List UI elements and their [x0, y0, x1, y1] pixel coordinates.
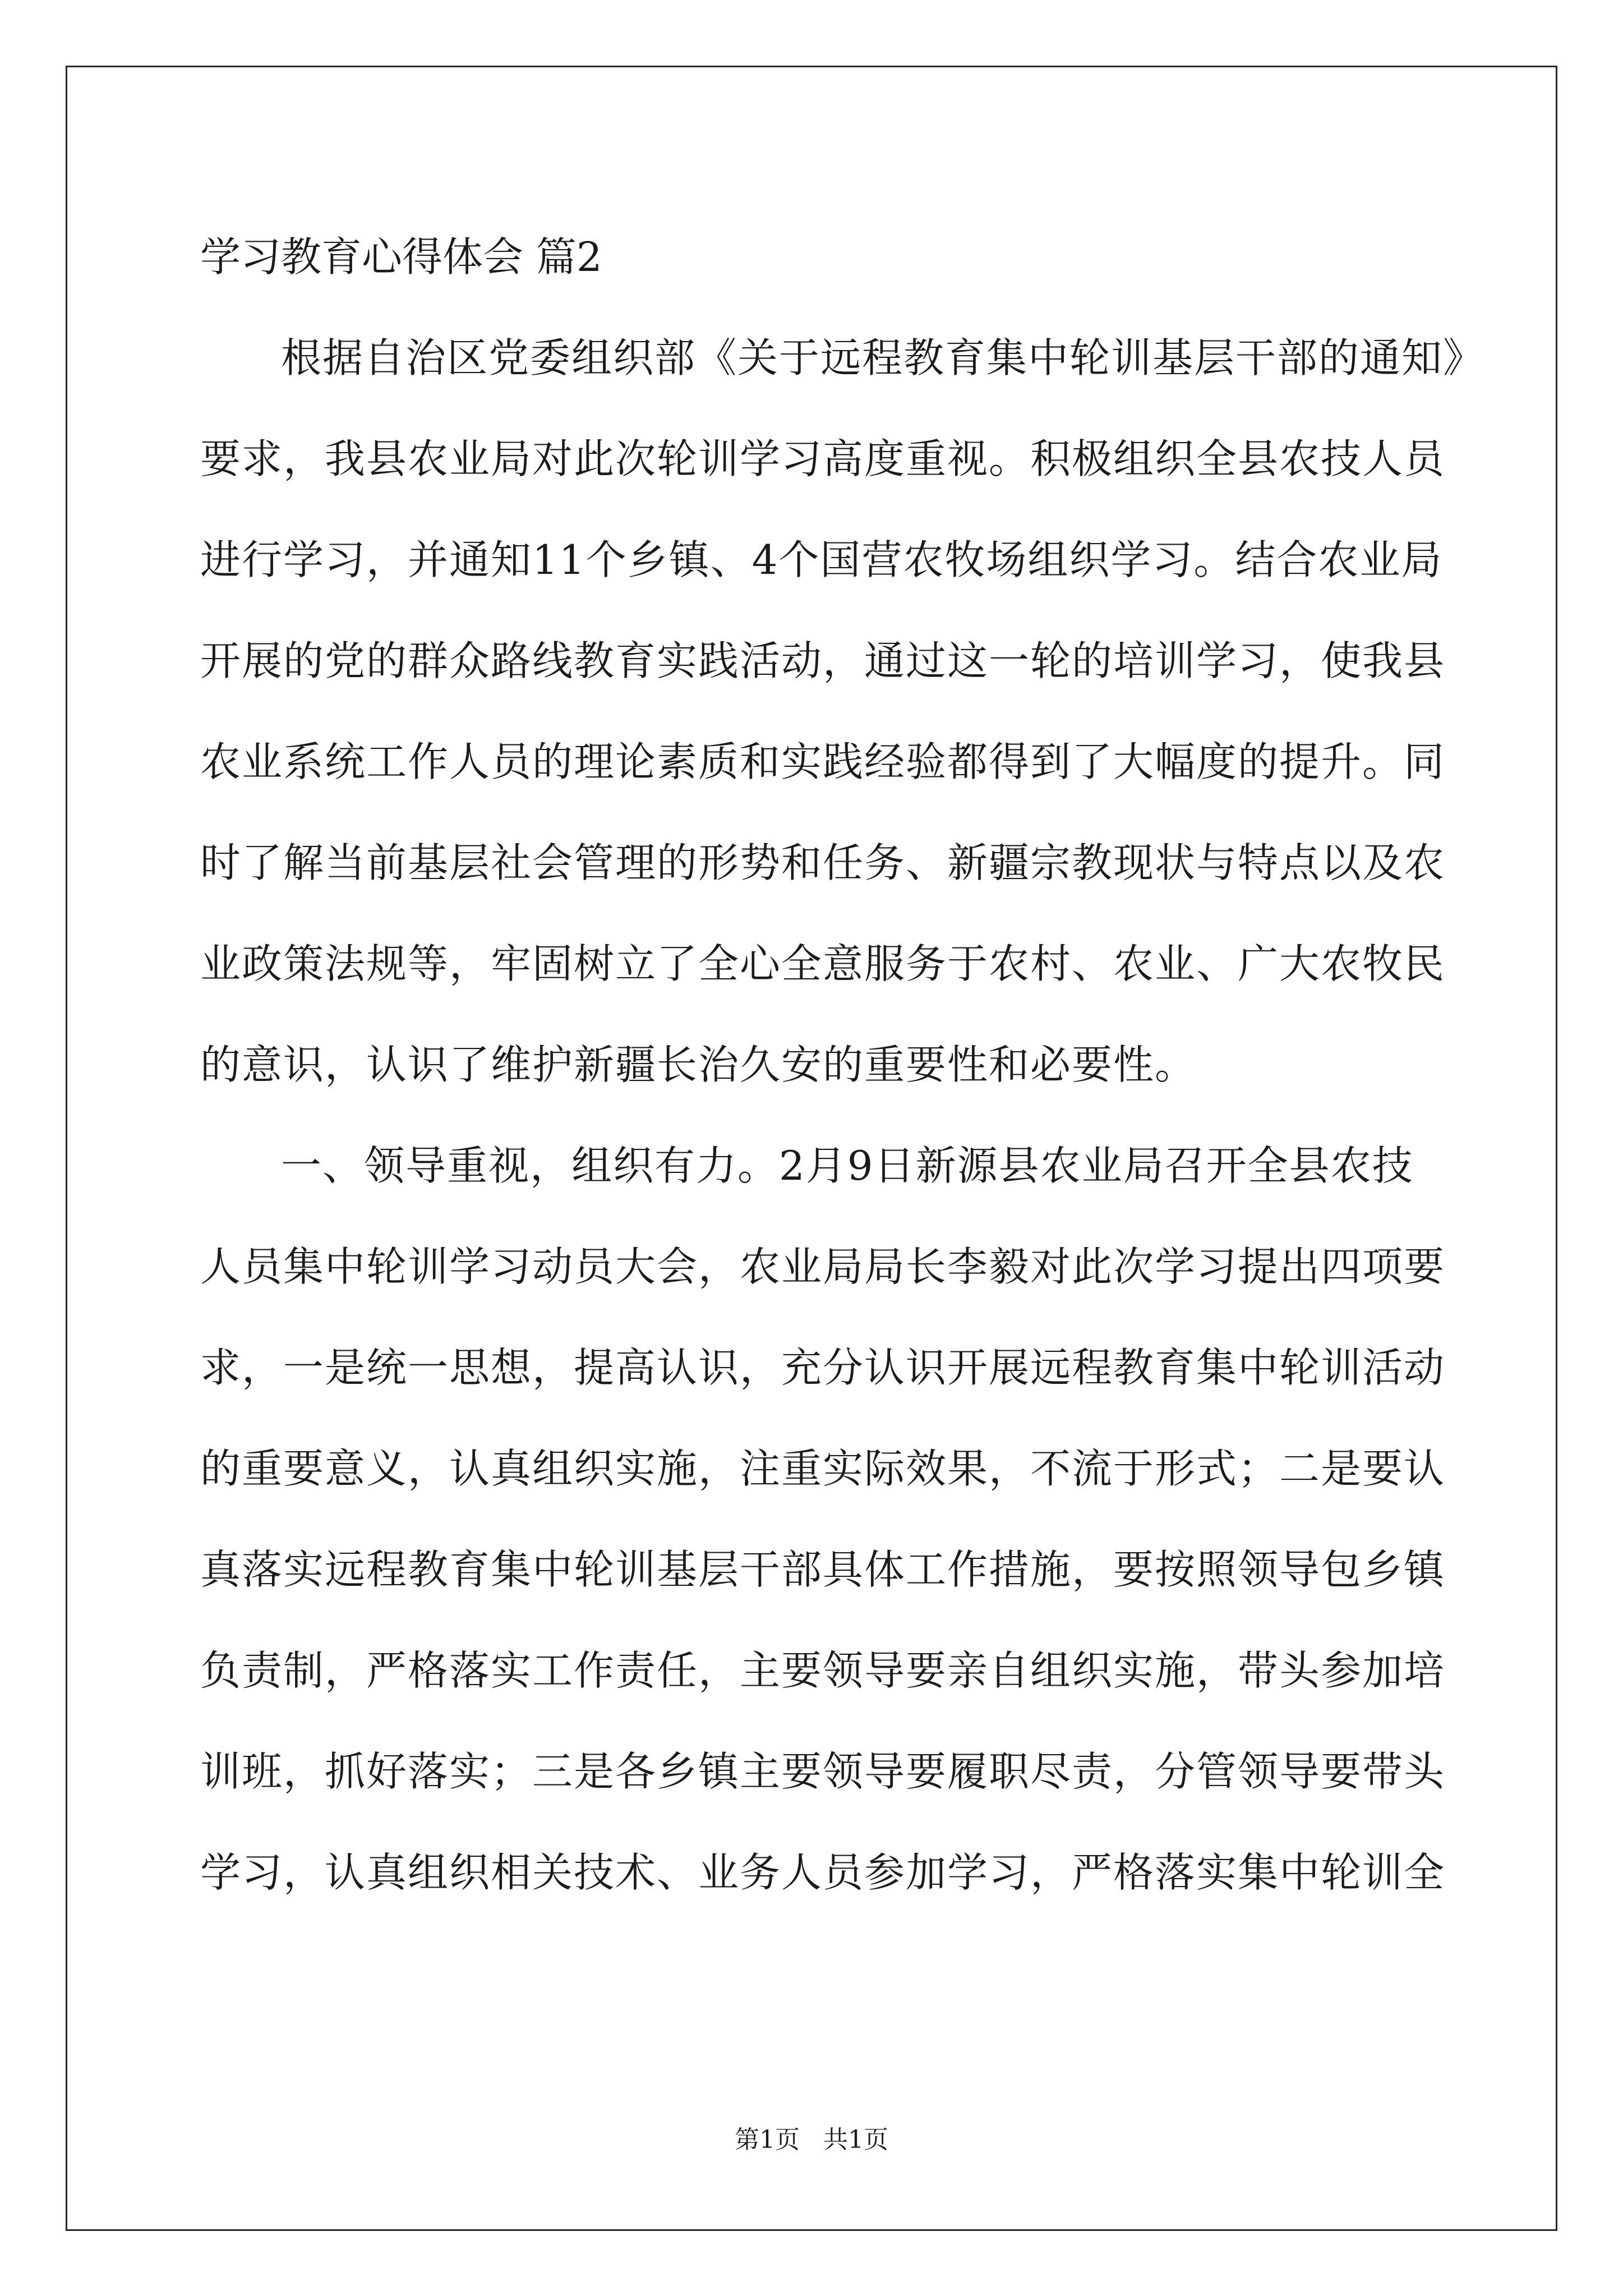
- document-body: [200, 206, 1485, 1923]
- page-number-total: 共1页: [823, 2125, 888, 2154]
- text-line: 业政策法规等，牢固树立了全心全意服务于农村、农业、广大农牧民: [200, 940, 1446, 987]
- text-line: 一、领导重视，组织有力。2月9日新源县农业局召开全县农技: [281, 1142, 1414, 1189]
- document-title: 学习教育心得体会 篇2: [200, 233, 602, 280]
- text-line: 训班，抓好落实；三是各乡镇主要领导要履职尽责，分管领导要带头: [200, 1748, 1446, 1795]
- text-line: 求，一是统一思想，提高认识，充分认识开展远程教育集中轮训活动: [200, 1344, 1446, 1391]
- page-footer: [0, 2123, 1623, 2157]
- text-line: 农业系统工作人员的理论素质和实践经验都得到了大幅度的提升。同: [200, 738, 1446, 785]
- text-line: 开展的党的群众路线教育实践活动，通过这一轮的培训学习，使我县: [200, 637, 1446, 684]
- text-line: 根据自治区党委组织部《关于远程教育集中轮训基层干部的通知》: [281, 334, 1485, 381]
- paragraph-1: [200, 307, 1485, 1115]
- text-line: 学习，认真组织相关技术、业务人员参加学习，严格落实集中轮训全: [200, 1849, 1446, 1896]
- text-line: 的重要意义，认真组织实施，注重实际效果，不流于形式；二是要认: [200, 1445, 1446, 1492]
- text-line: 人员集中轮训学习动员大会，农业局局长李毅对此次学习提出四项要: [200, 1243, 1446, 1290]
- text-line: 时了解当前基层社会管理的形势和任务、新疆宗教现状与特点以及农: [200, 839, 1446, 886]
- text-line: 负责制，严格落实工作责任，主要领导要亲自组织实施，带头参加培: [200, 1647, 1446, 1694]
- text-line: 的意识，认识了维护新疆长治久安的重要性和必要性。: [200, 1041, 1197, 1088]
- text-line: 进行学习，并通知11个乡镇、4个国营农牧场组织学习。结合农业局: [200, 536, 1443, 583]
- text-line: 真落实远程教育集中轮训基层干部具体工作措施，要按照领导包乡镇: [200, 1546, 1446, 1593]
- page-number-current: 第1页: [735, 2125, 800, 2154]
- paragraph-2: [200, 1115, 1446, 1923]
- text-line: 要求，我县农业局对此次轮训学习高度重视。积极组织全县农技人员: [200, 435, 1446, 482]
